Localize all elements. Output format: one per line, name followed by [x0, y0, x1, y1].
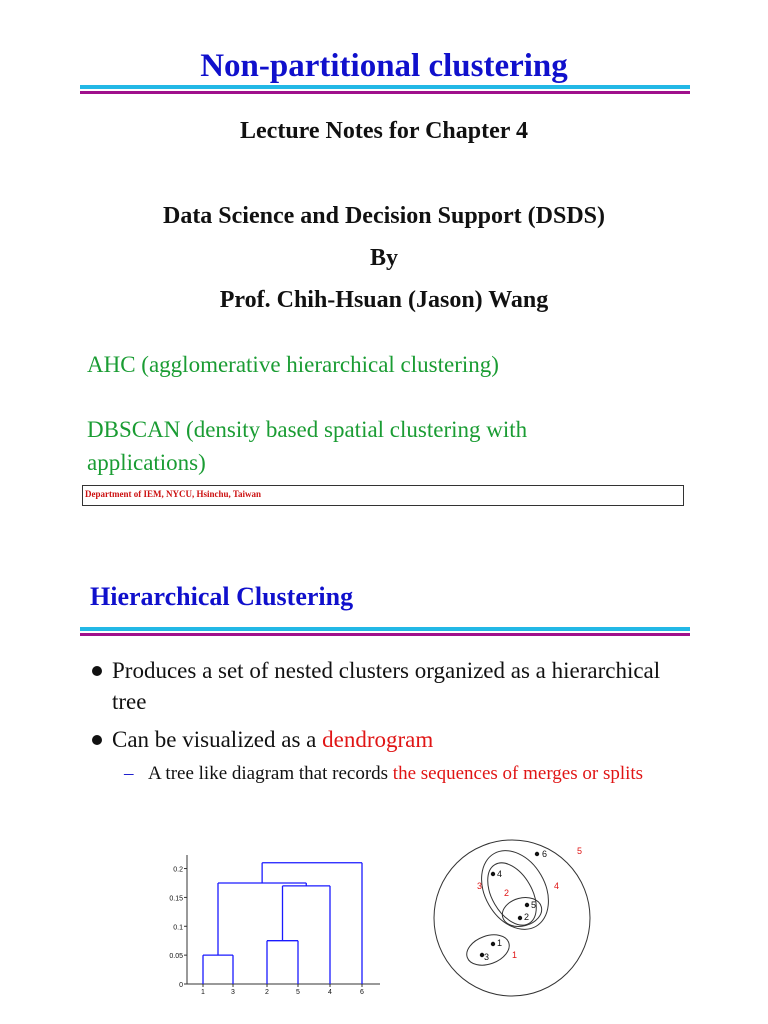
cluster-label: 5 — [577, 846, 583, 856]
slide-2-title: Hierarchical Clustering — [90, 582, 354, 611]
cluster-5-boundary — [434, 840, 590, 996]
cluster-label: 4 — [554, 881, 560, 891]
topic-ahc: AHC (agglomerative hierarchical clustering) — [87, 352, 499, 377]
point-label: 6 — [542, 849, 548, 859]
x-tick-label: 5 — [296, 989, 300, 996]
point-label: 5 — [531, 900, 537, 910]
point-label: 2 — [524, 912, 530, 922]
dendrogram-chart — [165, 847, 395, 997]
bullet-dot-icon — [92, 666, 102, 676]
cluster-label: 2 — [504, 888, 510, 898]
slide-2 — [0, 512, 768, 1024]
y-tick-label: 0 — [179, 982, 183, 989]
point-6 — [535, 852, 539, 856]
bullet-text: Can be visualized as a dendrogram — [112, 727, 434, 752]
x-tick-label: 4 — [328, 989, 332, 996]
bullet-text: Produces a set of nested clusters organized as a hierarchical tree — [112, 658, 661, 714]
point-label: 3 — [484, 952, 490, 962]
point-4 — [491, 872, 495, 876]
x-tick-label: 6 — [360, 989, 364, 996]
title-divider — [80, 85, 690, 94]
point-label: 4 — [497, 869, 503, 879]
x-tick-label: 2 — [265, 989, 269, 996]
bullet-dot-icon — [92, 735, 102, 745]
point-1 — [491, 942, 495, 946]
merges-highlight: the sequences of merges or splits — [392, 763, 644, 784]
title-divider — [80, 627, 690, 636]
point-label: 1 — [497, 938, 503, 948]
cluster-label: 3 — [477, 881, 483, 891]
cluster-label: 1 — [512, 950, 518, 960]
course-name: Data Science and Decision Support (DSDS) — [162, 203, 606, 229]
point-5 — [525, 903, 529, 907]
author-name: Prof. Chih-Hsuan (Jason) Wang — [219, 287, 549, 313]
sub-bullet-text: A tree like diagram that records the sequences of merges or splits — [148, 763, 644, 784]
x-tick-label: 1 — [201, 989, 205, 996]
topic-dbscan: DBSCAN (density based spatial clustering with applications) — [87, 417, 528, 475]
nested-cluster-diagram — [420, 832, 610, 1012]
y-tick-label: 0.15 — [169, 895, 183, 903]
footer-bar — [82, 485, 684, 506]
point-2 — [518, 916, 522, 920]
x-tick-label: 3 — [231, 989, 235, 996]
cluster-1-boundary — [463, 929, 514, 970]
dash-icon: – — [124, 763, 134, 784]
slide-1-title: Non-partitional clustering — [200, 48, 568, 84]
y-tick-label: 0.2 — [173, 866, 183, 874]
y-tick-label: 0.1 — [173, 924, 183, 932]
footer-text: Department of IEM, NYCU, Hsinchu, Taiwan — [85, 489, 262, 499]
dendrogram-highlight: dendrogram — [322, 727, 434, 752]
lecture-subtitle: Lecture Notes for Chapter 4 — [240, 118, 528, 144]
y-tick-label: 0.05 — [169, 953, 183, 961]
cluster-3-boundary — [478, 855, 547, 934]
by-label: By — [369, 245, 398, 271]
